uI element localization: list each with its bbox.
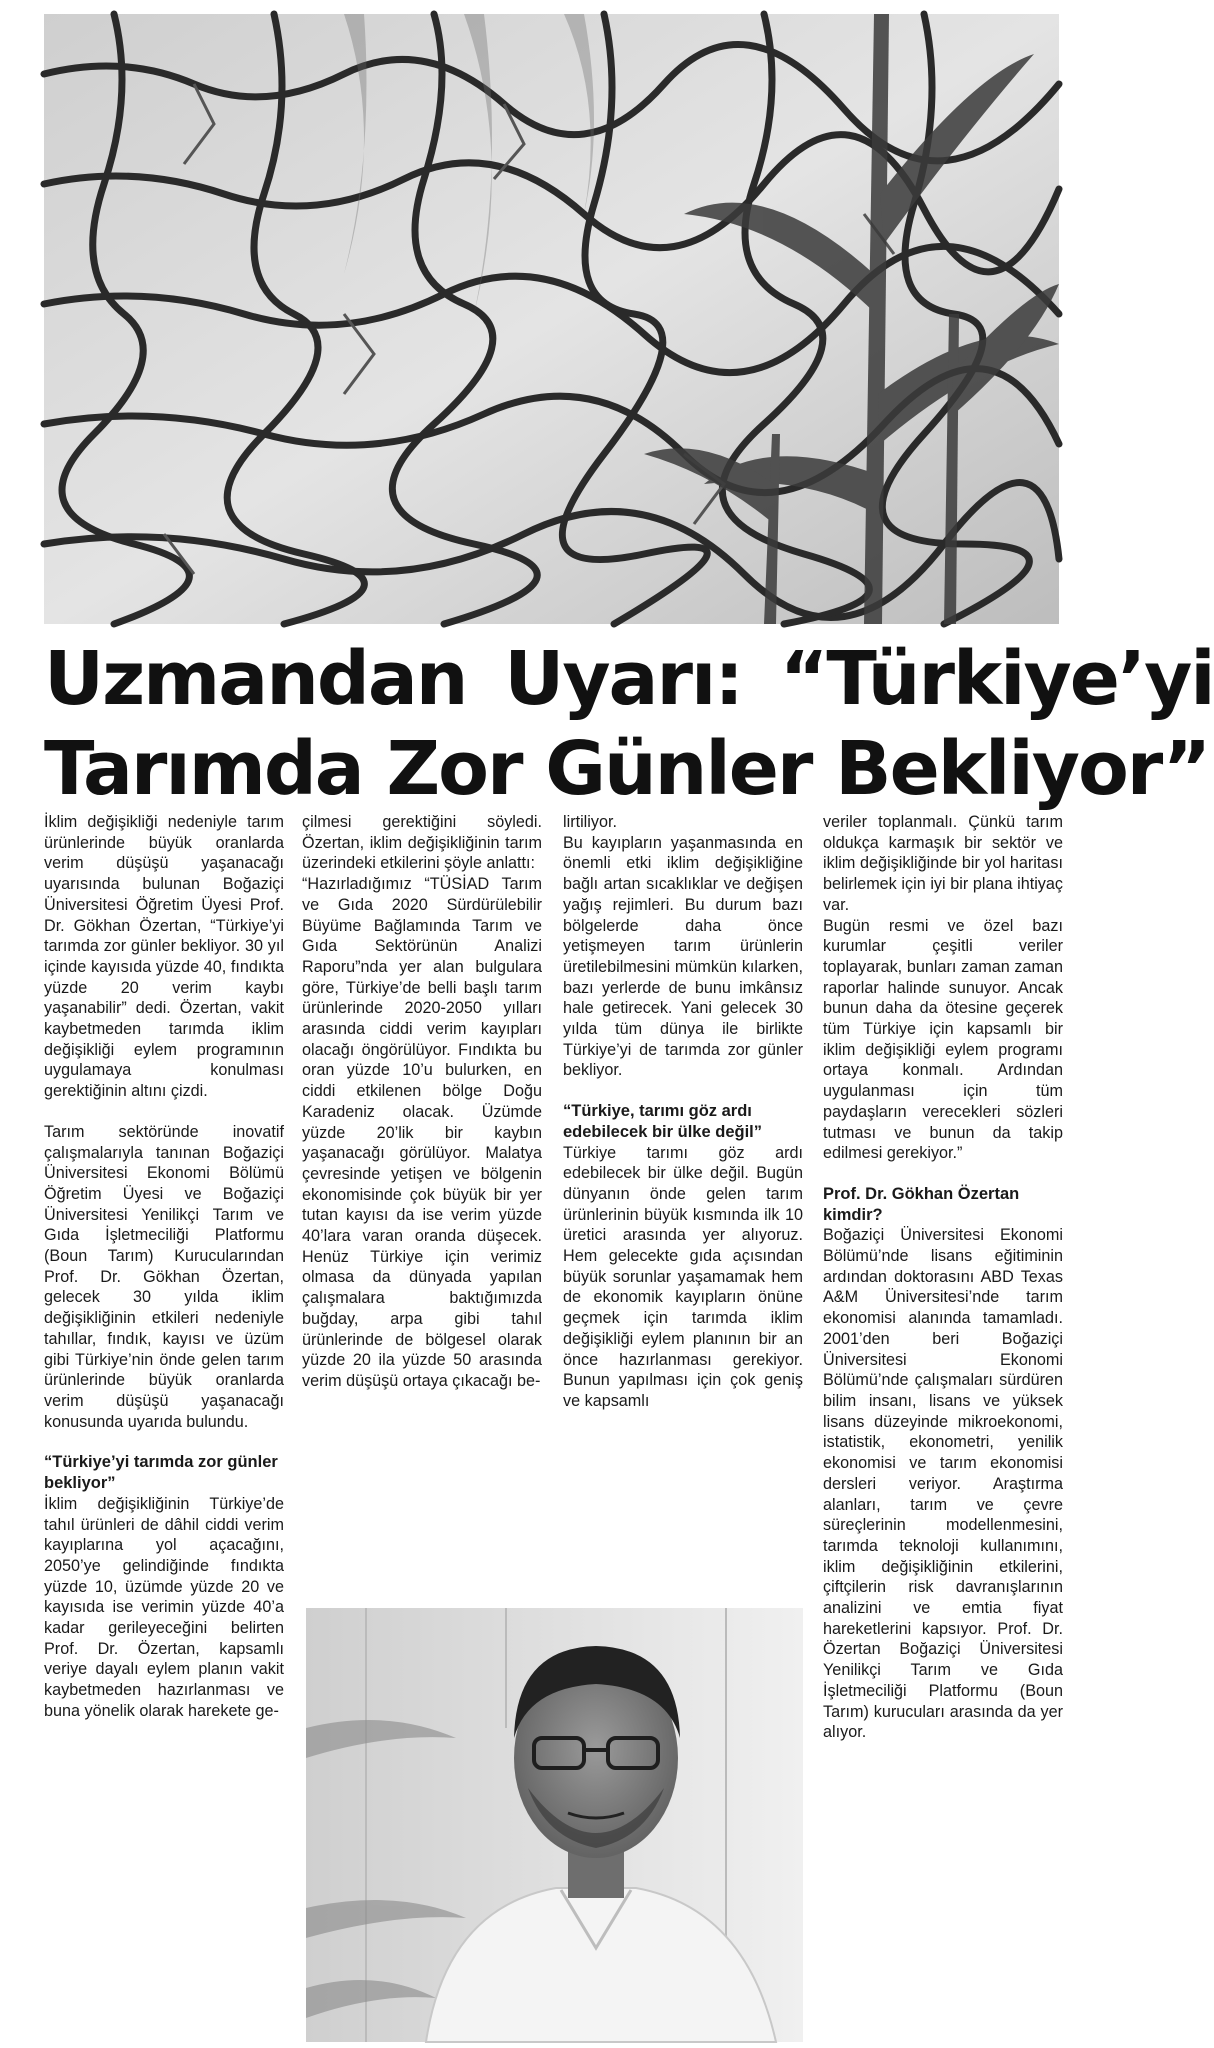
headline-line-2: Tarımda Zor Günler Bekliyor” bbox=[44, 726, 1210, 812]
paragraph: Bugün resmi ve özel bazı kurumlar çeşitli veriler toplayarak, bunları zaman zaman raporlar halinde sunuyor. Ancak bunun daha da ötesine geçerek tüm Türkiye için kapsamlı bir iklim değişikliği eylem programı ortaya konmalı. Ardından uygulanması için tüm paydaşların verecekleri sözleri tutması ve bunun da takip edilmesi gerekiyor.” bbox=[823, 916, 1063, 1163]
subheading: “Türkiye, tarımı göz ardı edebilecek bir ülke değil” bbox=[563, 1102, 762, 1141]
paragraph: Türkiye tarımı göz ardı edebilecek bir ülke değil. Bugün dünyanın önde gelen tarım ürünlerinin büyük kısmında ilk 10 üretici arasında yer alıyoruz. Hem gelecekte gıda açısından büyük sorunlar yaşamamak hem de ekonomik kayıpların önüne geçmek için tarımda iklim değişikliği eylem planının bir an önce hazırlanması gerekiyor. Bunun yapılması için çok geniş ve kapsamlı bbox=[563, 1143, 803, 1410]
subheading: Prof. Dr. Gökhan Özertan kimdir? bbox=[823, 1184, 1020, 1224]
article-headline bbox=[44, 634, 1214, 814]
subheading: “Türkiye’yi tarımda zor günler bekliyor” bbox=[44, 1453, 278, 1493]
paragraph: Boğaziçi Üniversitesi Ekonomi Bölümü’nde lisans eğitiminin ardından doktorasını ABD Texas A&M Üniversitesi’nde tarım ekonomisi alanında tamamladı. 2001’den beri Boğaziçi Üniversitesi Ekonomi Bölümü’nde çalışmaları sürdüren bilim insanı, lisans ve yüksek lisans düzeyinde mikroekonomi, istatistik, ekonometri, yenilik ekonomisi ve tarım ekonomisi dersleri veriyor. Araştırma alanları, tarım ve çevre süreçlerinin modellenmesini, tarımda teknoloji kullanımını, iklim değişikliğinin etkilerini, çiftçilerin risk davranışlarının analizini ve emtia fiyat hareketlerini kapsıyor. Prof. Dr. Özertan Boğaziçi Üniversitesi Yenilikçi Tarım ve Gıda İşletmeciliği Platformu (Boun Tarım) kurucuları arasında da yer alıyor. bbox=[823, 1226, 1063, 1742]
paragraph: Tarım sektöründe inovatif çalışmalarıyla tanınan Boğaziçi Üniversitesi Ekonomi Bölümü Öğretim Üyesi ve Boğaziçi Üniversitesi Yenilikçi Tarım ve Gıda İşletmeciliği Platformu (Boun Tarım) Kurucularından Prof. Dr. Gökhan Özertan, gelecek 30 yılda iklim değişikliğinin etkileri nedeniyle tahıllar, fındık, kayısı ve üzüm gibi Türkiye’nin önde gelen tarım ürünlerinde büyük oranlarda verim düşüşü yaşanacağı konusunda uyarıda bulundu. bbox=[44, 1122, 284, 1431]
paragraph: İklim değişikliği nedeniyle tarım ürünlerinde büyük oranlarda verim düşüşü yaşanacağı uyarısında bulunan Boğaziçi Üniversitesi Öğretim Üyesi Prof. Dr. Gökhan Özertan, “Türkiye’yi tarımda zor günler bekliyor. 30 yıl içinde kayısıda yüzde 40, fındıkta yüzde 20 verim kaybı yaşanabilir” dedi. Özertan, vakit kaybetmeden tarımda iklim değişikliği eylem programının uygulamaya konulması gerektiğinin altını çizdi. bbox=[44, 813, 284, 1101]
cracked-soil-photo bbox=[44, 14, 1059, 624]
article-column-1 bbox=[44, 812, 284, 1722]
portrait-illustration bbox=[306, 1608, 803, 2042]
paragraph: çilmesi gerektiğini söyledi. Özertan, iklim değişikliğinin tarım üzerindeki etkilerini şöyle anlattı: bbox=[302, 813, 542, 873]
article-column-2 bbox=[302, 812, 542, 1392]
portrait-photo bbox=[306, 1608, 803, 2042]
cracked-soil-illustration bbox=[44, 14, 1059, 624]
article-column-3 bbox=[563, 812, 803, 1412]
paragraph: “Hazırladığımız “TÜSİAD Tarım ve Gıda 2020 Sürdürülebilir Büyüme Bağlamında Tarım ve Gıda Sektörünün Analizi Raporu”nda yer alan bulgulara göre, Türkiye’de belli başlı tarım ürünlerinde 2020-2050 yılları arasında ciddi verim kayıpları olacağı öngörülüyor. Fındıkta bu oran yüzde 10’u bulurken, en ciddi etkilenen bölge Doğu Karadeniz olacak. Üzümde yüzde 20’lik bir kaybın yaşanacağı görülüyor. Malatya çevresinde yetişen ve bölgenin ekonomisinde çok büyük bir yer tutan kayısı da ise verim yüzde 40’lara varan oranda düşecek. Henüz Türkiye için verimiz olmasa da dünyada yapılan çalışmalara baktığımızda buğday, arpa gibi tahıl ürünlerinde de bölgesel olarak yüzde 20 ila yüzde 50 arasında verim düşüşü ortaya çıkacağı be- bbox=[302, 875, 542, 1390]
article-column-4 bbox=[823, 812, 1063, 1743]
paragraph: İklim değişikliğinin Türkiye’de tahıl ürünleri de dâhil ciddi verim kayıplarına yol açacağını, 2050’ye gelindiğinde fındıkta yüzde 10, üzümde yüzde 20 ve kayısıda ise verimin yüzde 40’a kadar gerileyeceğini belirten Prof. Dr. Özertan, kapsamlı veriye dayalı eylem planın vakit kaybetmeden hazırlanması ve buna yönelik olarak harekete ge- bbox=[44, 1494, 284, 1720]
paragraph: lirtiliyor. bbox=[563, 813, 617, 831]
paragraph: Bu kayıpların yaşanmasında en önemli etki iklim değişikliğine bağlı artan sıcaklıklar ve değişen yağış rejimleri. Bu durum bazı bölgelerde daha önce yetişmeyen tarım ürünlerin üretilebilmesini mümkün kılarken, bazı yerlerde de bunu imkânsız hale getirecek. Yani gelecek 30 yılda tüm dünya ile birlikte Türkiye’yi de tarımda zor günler bekliyor. bbox=[563, 833, 803, 1080]
headline-line-1: Uzmandan Uyarı: “Türkiye’yi bbox=[44, 636, 1214, 722]
paragraph: veriler toplanmalı. Çünkü tarım oldukça karmaşık bir sektör ve iklim değişikliğinde bir yol haritası belirlemek için iyi bir plana ihtiyaç var. bbox=[823, 813, 1063, 914]
